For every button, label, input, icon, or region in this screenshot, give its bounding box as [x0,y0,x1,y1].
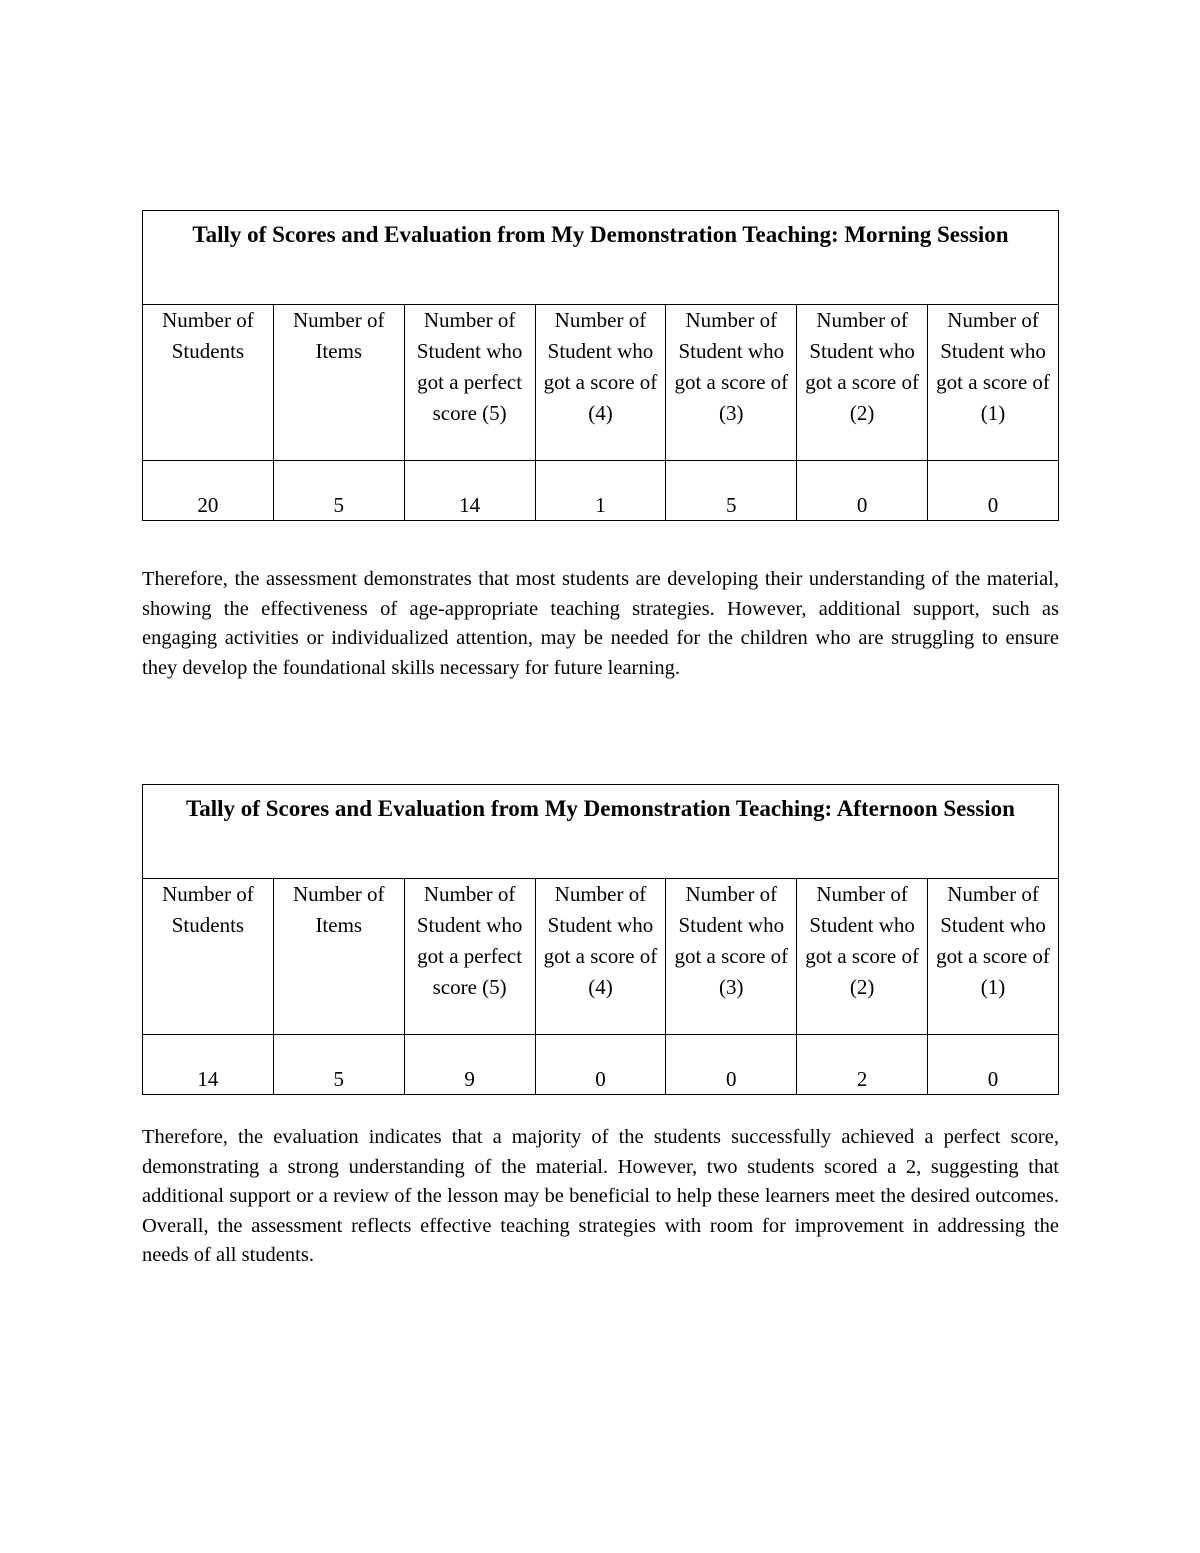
value-score-4: 0 [535,1035,666,1095]
table-title: Tally of Scores and Evaluation from My Demonstration Teaching: Morning Session [143,211,1059,305]
header-perfect-score: Number of Student who got a perfect score (5) [404,305,535,461]
header-score-1: Number of Student who got a score of (1) [928,879,1059,1035]
afternoon-evaluation-paragraph: Therefore, the evaluation indicates that a majority of the students successfully achieved a perfect score, demonstrating a strong understanding of the material. However, two students scored a 2, suggesting that additional support or a review of the lesson may be beneficial to help these learners meet the desired outcomes. Overall, the assessment reflects effective teaching strategies with room for improvement in addressing the needs of all students. [142,1126,1059,1266]
value-score-1: 0 [928,461,1059,521]
value-score-2: 0 [797,461,928,521]
table-row [143,1035,1059,1095]
value-perfect-score: 9 [404,1035,535,1095]
header-score-2: Number of Student who got a score of (2) [797,305,928,461]
value-students: 20 [143,461,274,521]
header-students: Number of Students [143,879,274,1035]
table-row [143,461,1059,521]
header-items: Number of Items [273,305,404,461]
value-students: 14 [143,1035,274,1095]
value-score-1: 0 [928,1035,1059,1095]
table-title: Tally of Scores and Evaluation from My Demonstration Teaching: Afternoon Session [143,785,1059,879]
table-header-row [143,879,1059,1035]
header-score-3: Number of Student who got a score of (3) [666,305,797,461]
value-items: 5 [273,461,404,521]
morning-evaluation-paragraph: Therefore, the assessment demonstrates that most students are developing their understanding of the material, showing the effectiveness of age-appropriate teaching strategies. However, additional support, such as engaging activities or individualized attention, may be needed for the children who are struggling to ensure they develop the foundational skills necessary for future learning. [142,568,1059,679]
morning-session-table [142,210,1059,521]
header-perfect-score: Number of Student who got a perfect score (5) [404,879,535,1035]
value-items: 5 [273,1035,404,1095]
header-items: Number of Items [273,879,404,1035]
value-score-4: 1 [535,461,666,521]
header-score-2: Number of Student who got a score of (2) [797,879,928,1035]
value-perfect-score: 14 [404,461,535,521]
header-score-3: Number of Student who got a score of (3) [666,879,797,1035]
table-header-row [143,305,1059,461]
header-score-4: Number of Student who got a score of (4) [535,305,666,461]
afternoon-session-table [142,784,1059,1095]
header-students: Number of Students [143,305,274,461]
value-score-3: 0 [666,1035,797,1095]
value-score-3: 5 [666,461,797,521]
value-score-2: 2 [797,1035,928,1095]
header-score-4: Number of Student who got a score of (4) [535,879,666,1035]
header-score-1: Number of Student who got a score of (1) [928,305,1059,461]
